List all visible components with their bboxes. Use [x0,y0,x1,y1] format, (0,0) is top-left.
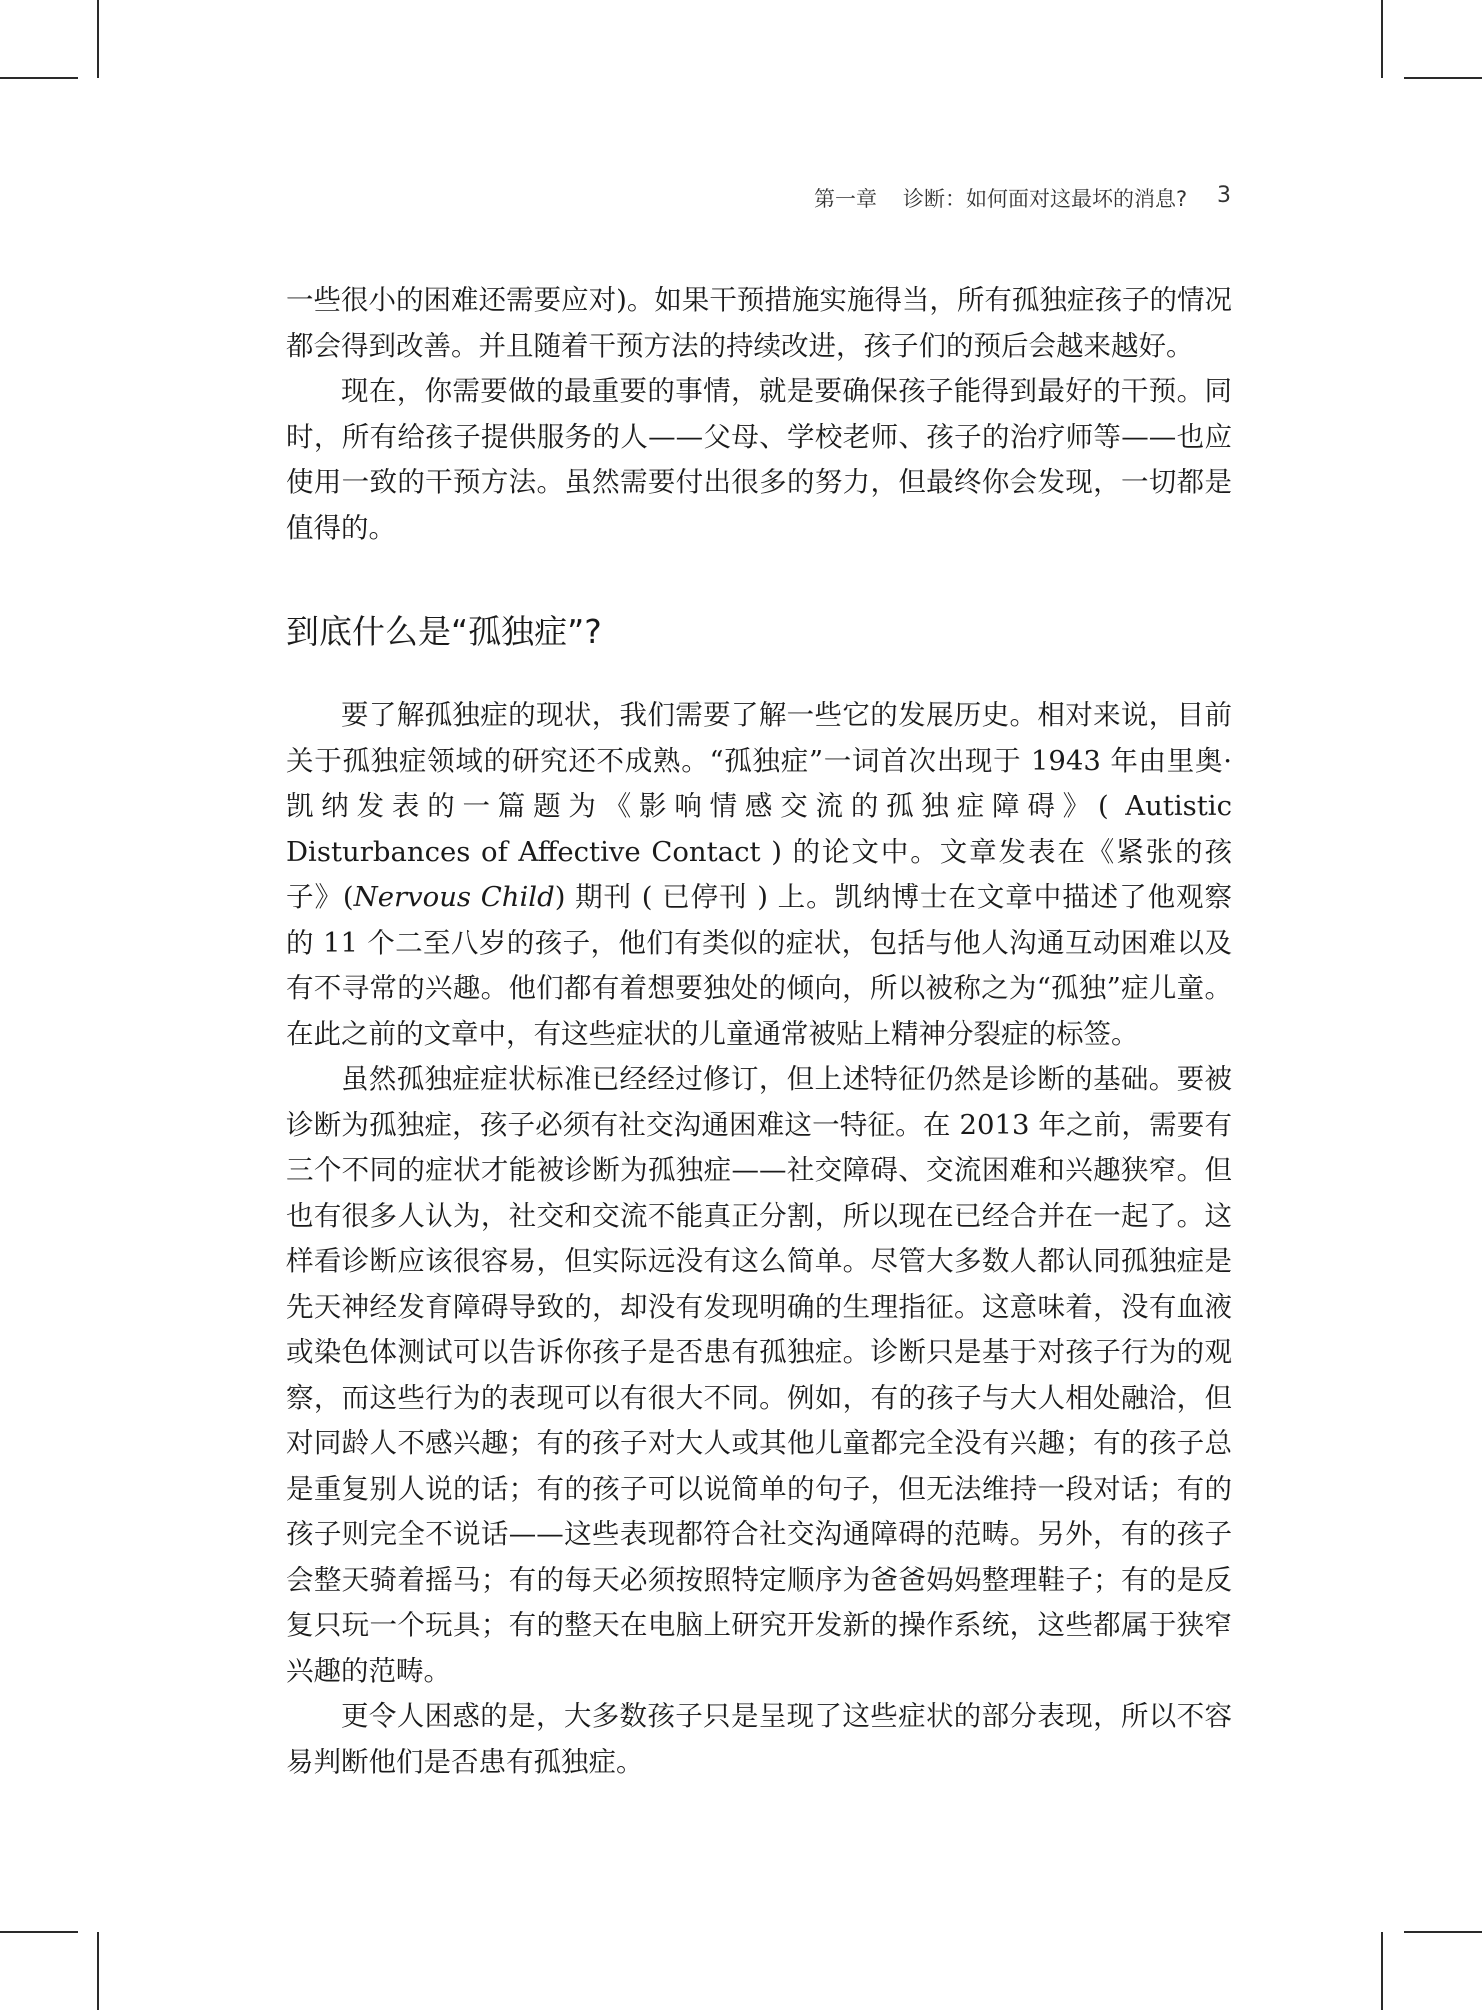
crop-mark-top-right-horizontal [1404,77,1482,79]
running-header [814,183,1234,213]
paragraph-history [286,693,1232,1057]
chapter-label: 第一章 [814,187,877,211]
body-text-main [286,693,1232,1785]
paragraph-best-intervention: 现在，你需要做的最重要的事情，就是要确保孩子能得到最好的干预。同时，所有给孩子提供服务的人——父母、学校老师、孩子的治疗师等——也应使用一致的干预方法。虽然需要付出很多的努力，但最终你会发现，一切都是值得的。 [286,375,1232,544]
section-heading: 到底什么是“孤独症”? [286,612,602,651]
chapter-title: 诊断：如何面对这最坏的消息? [903,187,1188,211]
crop-mark-top-left-horizontal [0,77,78,79]
crop-mark-bottom-left-horizontal [0,1931,78,1933]
history-text-part1: 要了解孤独症的现状，我们需要了解一些它的发展历史。相对来说，目前关于孤独症领域的研究还不成熟。“孤独症”一词首次出现于 1943 年由里奥·凯纳发表的一篇题为《影响情感交流的孤独症障碍》( Autistic Disturbances of Affective Contact ) 的论文中。文章发表在《紧张的孩子》( [286,699,1232,913]
history-text-part2: ) 期刊 ( 已停刊 ) 上。凯纳博士在文章中描述了他观察的 11 个二至八岁的孩子，他们有类似的症状，包括与他人沟通互动困难以及有不寻常的兴趣。他们都有着想要独处的倾向，所以被称之为“孤独”症儿童。在此之前的文章中，有这些症状的儿童通常被贴上精神分裂症的标签。 [286,881,1232,1050]
paragraph-continued: 一些很小的困难还需要应对)。如果干预措施实施得当，所有孤独症孩子的情况都会得到改善。并且随着干预方法的持续改进，孩子们的预后会越来越好。 [286,284,1232,362]
crop-mark-bottom-right-vertical [1381,1932,1383,2010]
paragraph-confusion: 更令人困惑的是，大多数孩子只是呈现了这些症状的部分表现，所以不容易判断他们是否患有孤独症。 [286,1700,1232,1778]
crop-mark-top-left-vertical [97,0,99,78]
journal-title-english: Nervous Child [353,881,555,913]
paragraph-diagnosis-criteria: 虽然孤独症症状标准已经经过修订，但上述特征仍然是诊断的基础。要被诊断为孤独症，孩子必须有社交沟通困难这一特征。在 2013 年之前，需要有三个不同的症状才能被诊断为孤独症——社交障碍、交流困难和兴趣狭窄。但也有很多人认为，社交和交流不能真正分割，所以现在已经合并在一起了。这样看诊断应该很容易，但实际远没有这么简单。尽管大多数人都认同孤独症是先天神经发育障碍导致的，却没有发现明确的生理指征。这意味着，没有血液或染色体测试可以告诉你孩子是否患有孤独症。诊断只是基于对孩子行为的观察，而这些行为的表现可以有很大不同。例如，有的孩子与大人相处融洽，但对同龄人不感兴趣；有的孩子对大人或其他儿童都完全没有兴趣；有的孩子总是重复别人说的话；有的孩子可以说简单的句子，但无法维持一段对话；有的孩子则完全不说话——这些表现都符合社交沟通障碍的范畴。另外，有的孩子会整天骑着摇马；有的每天必须按照特定顺序为爸爸妈妈整理鞋子；有的是反复只玩一个玩具；有的整天在电脑上研究开发新的操作系统，这些都属于狭窄兴趣的范畴。 [286,1063,1232,1687]
crop-mark-top-right-vertical [1381,0,1383,78]
crop-mark-bottom-left-vertical [97,1932,99,2010]
page-number: 3 [1217,183,1231,208]
crop-mark-bottom-right-horizontal [1404,1931,1482,1933]
body-text-intro [286,278,1232,551]
